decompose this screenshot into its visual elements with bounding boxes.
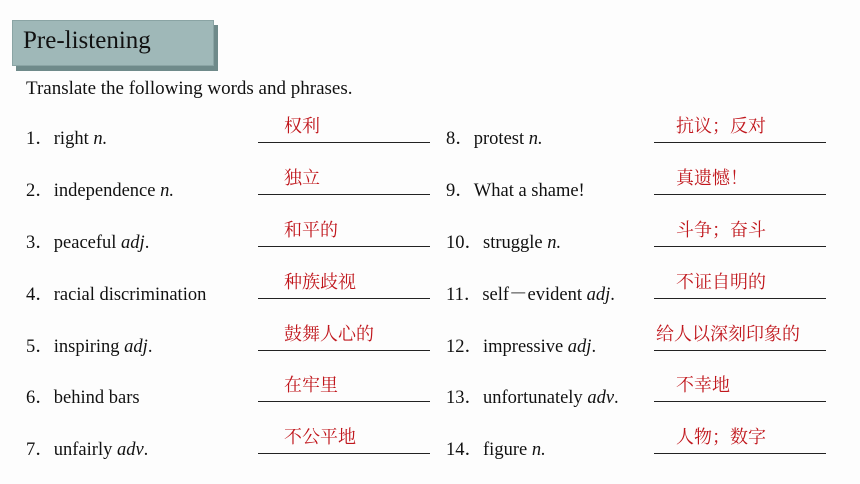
vocab-item	[446, 435, 546, 461]
pos-period: .	[144, 233, 150, 253]
answer-text: 抗议；反对	[676, 116, 766, 137]
item-number: 5．	[26, 337, 54, 357]
vocab-item	[446, 228, 561, 254]
vocab-item	[446, 124, 543, 150]
title-box	[12, 20, 214, 66]
item-term: racial discrimination	[53, 285, 207, 305]
vocab-item	[446, 280, 615, 306]
instruction-text: Translate the following words and phrases.	[26, 78, 353, 99]
answer-text: 种族歧视	[284, 272, 356, 293]
item-term: behind bars	[53, 388, 140, 408]
pos-period: .	[143, 440, 149, 460]
item-number: 4．	[26, 285, 54, 305]
item-term: peaceful	[53, 233, 122, 253]
item-number: 10．	[446, 233, 484, 253]
answer-text: 权利	[284, 116, 320, 137]
answer-text: 真遗憾！	[676, 168, 748, 189]
answer-text: 和平的	[284, 220, 338, 241]
vocab-item	[26, 383, 140, 409]
part-of-speech: adj	[124, 337, 148, 357]
item-number: 14．	[446, 440, 484, 460]
item-term: protest	[473, 129, 529, 149]
item-term: self－evident	[482, 285, 587, 305]
part-of-speech: n.	[531, 440, 546, 460]
answer-text: 不公平地	[284, 427, 356, 448]
answer-text: 鼓舞人心的	[284, 324, 374, 345]
answer-blank-line	[654, 246, 826, 247]
answer-blank-line	[258, 401, 430, 402]
item-term: unfortunately	[483, 388, 588, 408]
part-of-speech: n.	[160, 181, 174, 201]
pos-period: .	[610, 285, 615, 305]
part-of-speech: adj	[567, 337, 592, 357]
vocab-item	[446, 332, 596, 358]
vocab-item	[446, 383, 619, 409]
answer-blank-line	[258, 142, 430, 143]
answer-text: 不幸地	[676, 375, 730, 396]
vocab-item	[26, 332, 152, 358]
item-term: impressive	[483, 337, 568, 357]
item-number: 11．	[446, 285, 483, 305]
vocab-item	[26, 124, 107, 150]
part-of-speech: n.	[528, 129, 543, 149]
part-of-speech: n.	[93, 129, 108, 149]
answer-blank-line	[654, 298, 826, 299]
item-term: unfairly	[53, 440, 117, 460]
page-title: Pre-listening	[23, 27, 151, 54]
item-number: 9．	[446, 181, 474, 201]
item-number: 6．	[26, 388, 54, 408]
item-term: right	[53, 129, 94, 149]
answer-blank-line	[654, 453, 826, 454]
item-number: 8．	[446, 129, 474, 149]
item-number: 3．	[26, 233, 54, 253]
answer-text: 人物；数字	[676, 427, 766, 448]
part-of-speech: adv	[116, 440, 144, 460]
item-number: 13．	[446, 388, 484, 408]
answer-text: 在牢里	[284, 375, 338, 396]
answer-blank-line	[654, 350, 826, 351]
answer-text: 不证自明的	[676, 272, 766, 293]
answer-text: 斗争；奋斗	[676, 220, 766, 241]
answer-blank-line	[258, 194, 430, 195]
part-of-speech: adj	[121, 233, 145, 253]
item-number: 7．	[26, 440, 54, 460]
part-of-speech: n.	[547, 233, 562, 253]
item-number: 1．	[26, 129, 54, 149]
item-term: figure	[483, 440, 532, 460]
item-term: struggle	[483, 233, 548, 253]
item-number: 2．	[26, 181, 54, 201]
pos-period: .	[614, 388, 619, 408]
answer-blank-line	[654, 401, 826, 402]
answer-blank-line	[654, 142, 826, 143]
answer-text: 独立	[284, 168, 320, 189]
pos-period: .	[147, 337, 153, 357]
pos-period: .	[591, 337, 597, 357]
answer-blank-line	[258, 350, 430, 351]
part-of-speech: adj	[586, 285, 611, 305]
item-term: What a shame!	[473, 181, 585, 201]
answer-blank-line	[654, 194, 826, 195]
item-term: inspiring	[53, 337, 125, 357]
answer-text: 给人以深刻印象的	[656, 324, 800, 345]
answer-blank-line	[258, 246, 430, 247]
part-of-speech: adv	[587, 388, 615, 408]
item-number: 12．	[446, 337, 484, 357]
vocab-item	[26, 176, 174, 202]
answer-blank-line	[258, 298, 430, 299]
answer-blank-line	[258, 453, 430, 454]
vocab-item	[26, 280, 206, 306]
vocab-item	[26, 435, 148, 461]
vocab-item	[26, 228, 149, 254]
item-term: independence	[53, 181, 161, 201]
vocab-item	[446, 176, 585, 202]
